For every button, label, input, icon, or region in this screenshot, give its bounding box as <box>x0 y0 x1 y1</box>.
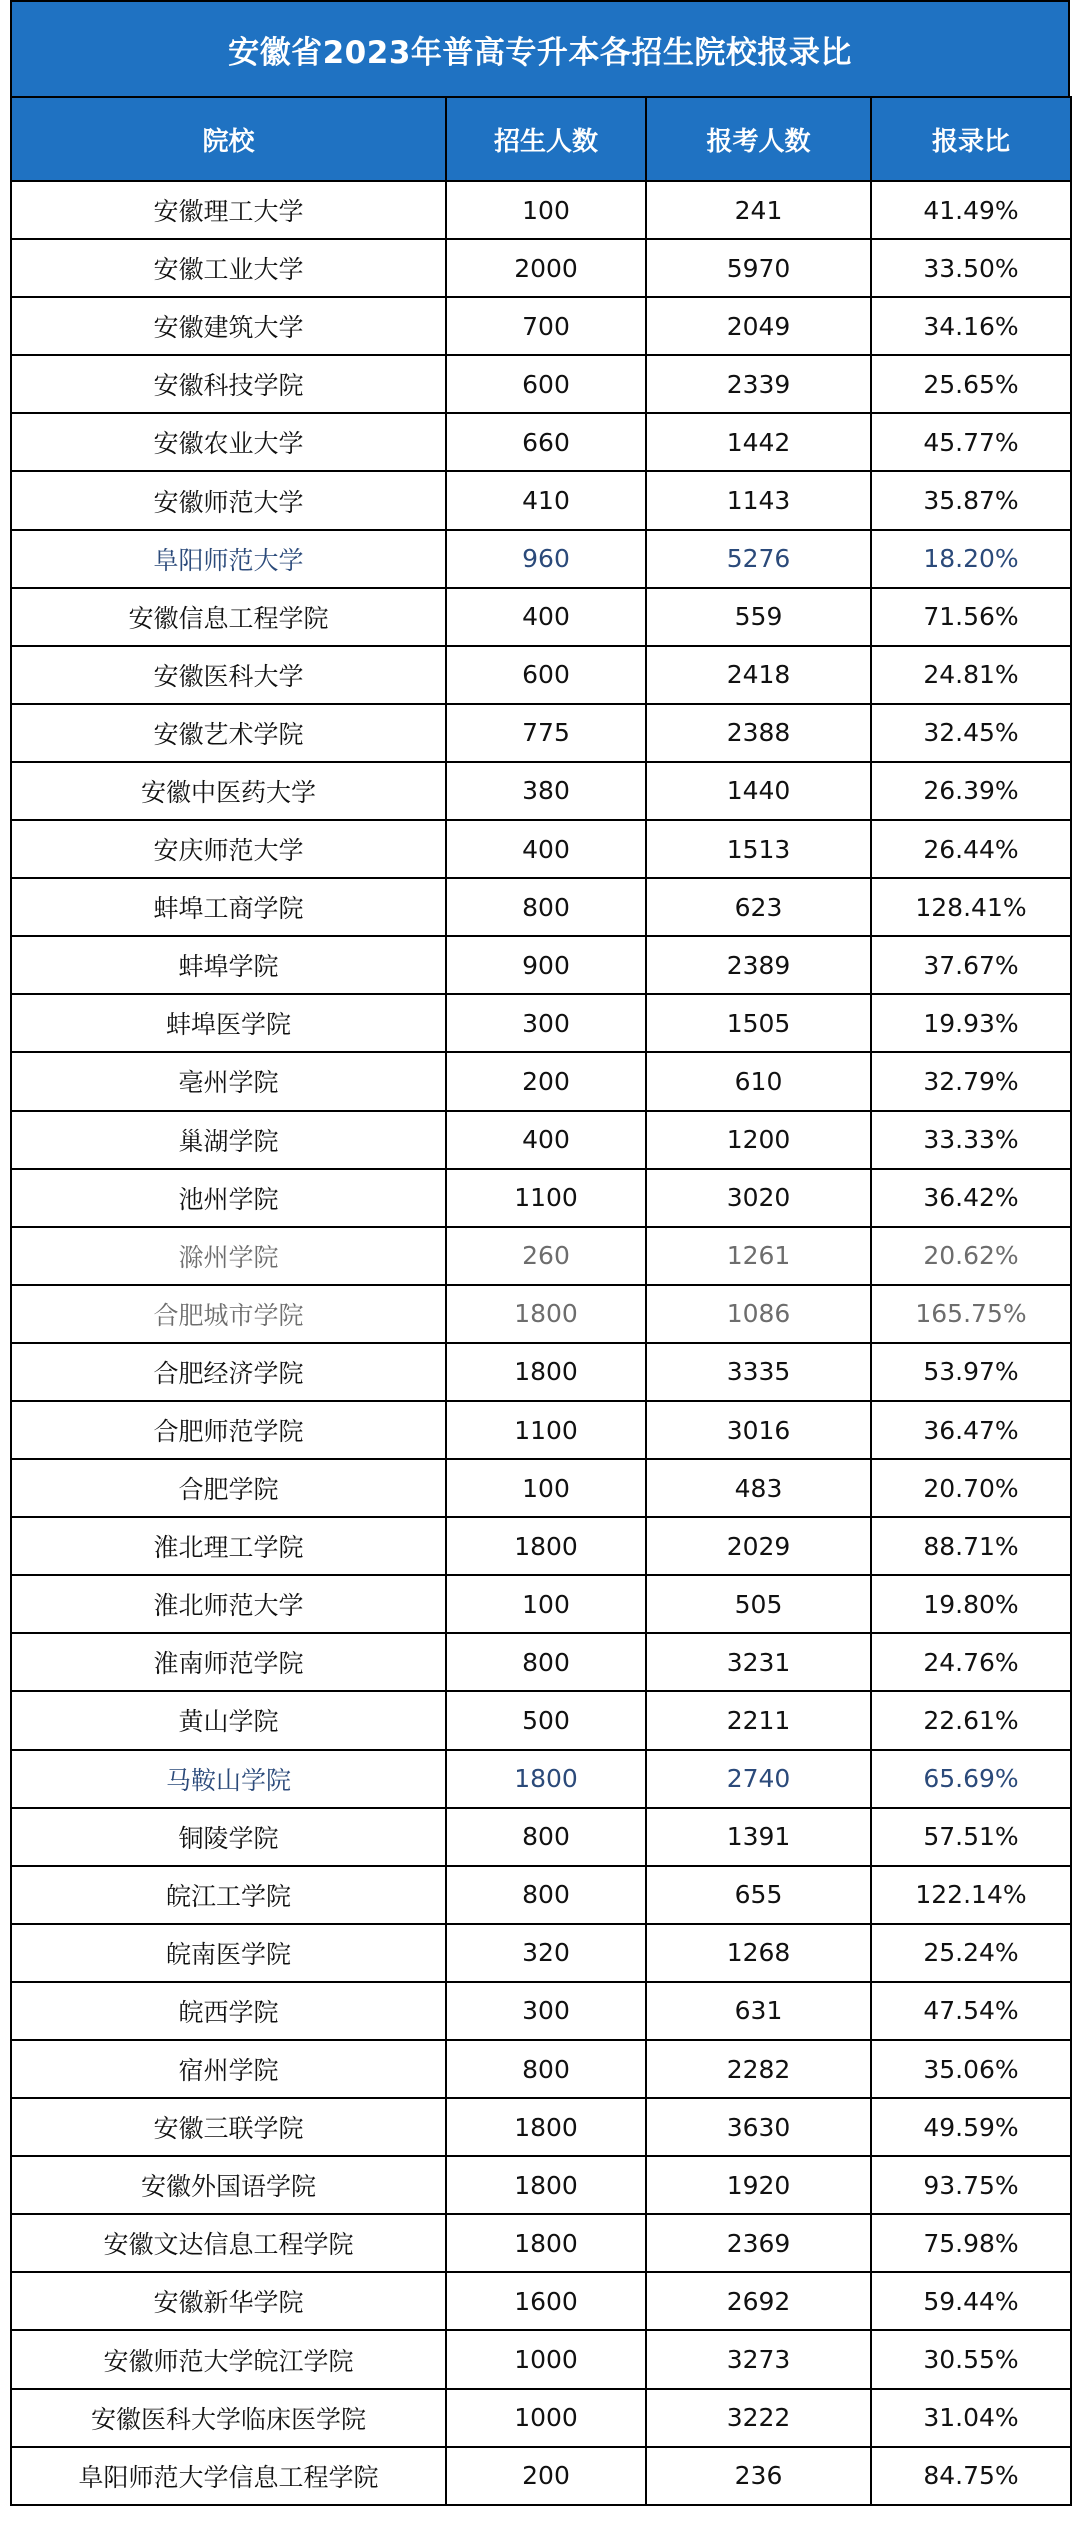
cell-ratio: 47.54% <box>871 1982 1071 2040</box>
cell-applicants: 1200 <box>646 1111 871 1169</box>
cell-ratio: 128.41% <box>871 878 1071 936</box>
table-row <box>11 2330 1071 2388</box>
cell-school: 皖江工学院 <box>11 1866 446 1924</box>
table-row <box>11 1750 1071 1808</box>
cell-school: 黄山学院 <box>11 1691 446 1749</box>
cell-applicants: 2211 <box>646 1691 871 1749</box>
table-row <box>11 471 1071 529</box>
cell-ratio: 19.80% <box>871 1575 1071 1633</box>
cell-quota: 1800 <box>446 2098 646 2156</box>
cell-applicants: 2692 <box>646 2272 871 2330</box>
cell-school: 安徽农业大学 <box>11 413 446 471</box>
cell-applicants: 655 <box>646 1866 871 1924</box>
cell-quota: 600 <box>446 646 646 704</box>
table-row <box>11 762 1071 820</box>
cell-applicants: 623 <box>646 878 871 936</box>
cell-applicants: 1143 <box>646 471 871 529</box>
cell-applicants: 610 <box>646 1052 871 1110</box>
table-header <box>11 97 1071 181</box>
cell-school: 蚌埠学院 <box>11 936 446 994</box>
cell-applicants: 2369 <box>646 2214 871 2272</box>
cell-school: 安徽医科大学临床医学院 <box>11 2389 446 2447</box>
cell-applicants: 631 <box>646 1982 871 2040</box>
cell-quota: 800 <box>446 1808 646 1866</box>
cell-ratio: 24.81% <box>871 646 1071 704</box>
cell-school: 合肥师范学院 <box>11 1401 446 1459</box>
cell-ratio: 36.47% <box>871 1401 1071 1459</box>
cell-quota: 700 <box>446 297 646 355</box>
cell-applicants: 1513 <box>646 820 871 878</box>
table-row <box>11 1227 1071 1285</box>
cell-applicants: 2418 <box>646 646 871 704</box>
cell-quota: 200 <box>446 1052 646 1110</box>
cell-quota: 1800 <box>446 1285 646 1343</box>
table-row <box>11 936 1071 994</box>
table-row <box>11 1924 1071 1982</box>
cell-quota: 400 <box>446 588 646 646</box>
table-body <box>11 181 1071 2505</box>
table-row <box>11 2040 1071 2098</box>
cell-applicants: 3630 <box>646 2098 871 2156</box>
cell-ratio: 32.45% <box>871 704 1071 762</box>
cell-school: 铜陵学院 <box>11 1808 446 1866</box>
table-row <box>11 1169 1071 1227</box>
cell-school: 安徽外国语学院 <box>11 2156 446 2214</box>
cell-ratio: 26.39% <box>871 762 1071 820</box>
table-row <box>11 181 1071 239</box>
cell-school: 阜阳师范大学 <box>11 530 446 588</box>
cell-school: 合肥学院 <box>11 1459 446 1517</box>
column-header-ratio: 报录比 <box>871 97 1071 181</box>
cell-quota: 100 <box>446 1575 646 1633</box>
table-row <box>11 2447 1071 2505</box>
cell-quota: 500 <box>446 1691 646 1749</box>
cell-ratio: 31.04% <box>871 2389 1071 2447</box>
cell-ratio: 24.76% <box>871 1633 1071 1691</box>
cell-ratio: 22.61% <box>871 1691 1071 1749</box>
cell-ratio: 18.20% <box>871 530 1071 588</box>
cell-applicants: 2339 <box>646 355 871 413</box>
cell-school: 皖南医学院 <box>11 1924 446 1982</box>
cell-applicants: 5276 <box>646 530 871 588</box>
cell-school: 皖西学院 <box>11 1982 446 2040</box>
cell-school: 合肥城市学院 <box>11 1285 446 1343</box>
table-row <box>11 2389 1071 2447</box>
cell-ratio: 30.55% <box>871 2330 1071 2388</box>
table-row <box>11 2214 1071 2272</box>
cell-ratio: 165.75% <box>871 1285 1071 1343</box>
cell-quota: 320 <box>446 1924 646 1982</box>
cell-school: 安徽科技学院 <box>11 355 446 413</box>
table-row <box>11 1343 1071 1401</box>
admission-ratio-table-container <box>10 0 1070 2506</box>
table-row <box>11 1691 1071 1749</box>
cell-ratio: 84.75% <box>871 2447 1071 2505</box>
cell-applicants: 3020 <box>646 1169 871 1227</box>
cell-applicants: 241 <box>646 181 871 239</box>
table-row <box>11 1808 1071 1866</box>
table-row <box>11 1459 1071 1517</box>
cell-applicants: 505 <box>646 1575 871 1633</box>
cell-applicants: 2388 <box>646 704 871 762</box>
cell-applicants: 1920 <box>646 2156 871 2214</box>
cell-quota: 600 <box>446 355 646 413</box>
cell-applicants: 3016 <box>646 1401 871 1459</box>
cell-quota: 1800 <box>446 1517 646 1575</box>
cell-applicants: 1086 <box>646 1285 871 1343</box>
cell-school: 合肥经济学院 <box>11 1343 446 1401</box>
table-row <box>11 2156 1071 2214</box>
cell-quota: 1000 <box>446 2330 646 2388</box>
cell-ratio: 71.56% <box>871 588 1071 646</box>
cell-quota: 960 <box>446 530 646 588</box>
cell-school: 马鞍山学院 <box>11 1750 446 1808</box>
cell-quota: 1800 <box>446 2156 646 2214</box>
table-row <box>11 588 1071 646</box>
cell-quota: 1100 <box>446 1169 646 1227</box>
table-row <box>11 1982 1071 2040</box>
cell-school: 安徽建筑大学 <box>11 297 446 355</box>
cell-ratio: 32.79% <box>871 1052 1071 1110</box>
table-row <box>11 994 1071 1052</box>
cell-quota: 800 <box>446 1633 646 1691</box>
cell-applicants: 3335 <box>646 1343 871 1401</box>
cell-school: 安徽信息工程学院 <box>11 588 446 646</box>
table-row <box>11 878 1071 936</box>
cell-school: 安徽理工大学 <box>11 181 446 239</box>
cell-quota: 380 <box>446 762 646 820</box>
cell-school: 安徽师范大学皖江学院 <box>11 2330 446 2388</box>
cell-ratio: 88.71% <box>871 1517 1071 1575</box>
column-header-quota: 招生人数 <box>446 97 646 181</box>
cell-school: 安徽新华学院 <box>11 2272 446 2330</box>
table-row <box>11 820 1071 878</box>
cell-ratio: 59.44% <box>871 2272 1071 2330</box>
cell-ratio: 20.70% <box>871 1459 1071 1517</box>
cell-quota: 1600 <box>446 2272 646 2330</box>
table-row <box>11 297 1071 355</box>
table-row <box>11 1111 1071 1169</box>
table-row <box>11 1866 1071 1924</box>
cell-school: 亳州学院 <box>11 1052 446 1110</box>
cell-ratio: 37.67% <box>871 936 1071 994</box>
cell-school: 安徽医科大学 <box>11 646 446 704</box>
cell-school: 安徽文达信息工程学院 <box>11 2214 446 2272</box>
cell-applicants: 3273 <box>646 2330 871 2388</box>
cell-school: 池州学院 <box>11 1169 446 1227</box>
cell-ratio: 35.06% <box>871 2040 1071 2098</box>
cell-quota: 200 <box>446 2447 646 2505</box>
table-row <box>11 530 1071 588</box>
cell-quota: 300 <box>446 994 646 1052</box>
cell-ratio: 57.51% <box>871 1808 1071 1866</box>
cell-applicants: 2029 <box>646 1517 871 1575</box>
cell-applicants: 1268 <box>646 1924 871 1982</box>
cell-quota: 800 <box>446 1866 646 1924</box>
cell-ratio: 33.33% <box>871 1111 1071 1169</box>
cell-school: 蚌埠医学院 <box>11 994 446 1052</box>
cell-quota: 660 <box>446 413 646 471</box>
cell-ratio: 20.62% <box>871 1227 1071 1285</box>
cell-quota: 2000 <box>446 239 646 297</box>
cell-applicants: 3222 <box>646 2389 871 2447</box>
table-row <box>11 1633 1071 1691</box>
cell-quota: 400 <box>446 1111 646 1169</box>
cell-school: 阜阳师范大学信息工程学院 <box>11 2447 446 2505</box>
cell-applicants: 1391 <box>646 1808 871 1866</box>
column-header-school: 院校 <box>11 97 446 181</box>
cell-quota: 410 <box>446 471 646 529</box>
cell-school: 安徽三联学院 <box>11 2098 446 2156</box>
cell-applicants: 2740 <box>646 1750 871 1808</box>
cell-school: 淮北理工学院 <box>11 1517 446 1575</box>
cell-school: 安徽师范大学 <box>11 471 446 529</box>
table-row <box>11 704 1071 762</box>
cell-ratio: 19.93% <box>871 994 1071 1052</box>
cell-ratio: 41.49% <box>871 181 1071 239</box>
cell-applicants: 483 <box>646 1459 871 1517</box>
cell-ratio: 122.14% <box>871 1866 1071 1924</box>
cell-school: 安庆师范大学 <box>11 820 446 878</box>
cell-school: 宿州学院 <box>11 2040 446 2098</box>
cell-quota: 300 <box>446 1982 646 2040</box>
cell-school: 巢湖学院 <box>11 1111 446 1169</box>
cell-applicants: 1261 <box>646 1227 871 1285</box>
cell-applicants: 2389 <box>646 936 871 994</box>
cell-quota: 400 <box>446 820 646 878</box>
cell-applicants: 2049 <box>646 297 871 355</box>
cell-applicants: 5970 <box>646 239 871 297</box>
cell-applicants: 2282 <box>646 2040 871 2098</box>
cell-quota: 775 <box>446 704 646 762</box>
cell-quota: 1800 <box>446 2214 646 2272</box>
table-row <box>11 1285 1071 1343</box>
cell-applicants: 3231 <box>646 1633 871 1691</box>
cell-ratio: 34.16% <box>871 297 1071 355</box>
table-row <box>11 239 1071 297</box>
table-row <box>11 413 1071 471</box>
cell-applicants: 1505 <box>646 994 871 1052</box>
cell-ratio: 45.77% <box>871 413 1071 471</box>
cell-ratio: 75.98% <box>871 2214 1071 2272</box>
cell-ratio: 36.42% <box>871 1169 1071 1227</box>
cell-ratio: 25.65% <box>871 355 1071 413</box>
table-row <box>11 1517 1071 1575</box>
cell-school: 滁州学院 <box>11 1227 446 1285</box>
cell-ratio: 49.59% <box>871 2098 1071 2156</box>
cell-quota: 100 <box>446 181 646 239</box>
cell-school: 安徽工业大学 <box>11 239 446 297</box>
header-row <box>11 97 1071 181</box>
cell-applicants: 236 <box>646 2447 871 2505</box>
cell-applicants: 1440 <box>646 762 871 820</box>
cell-quota: 800 <box>446 2040 646 2098</box>
cell-quota: 1100 <box>446 1401 646 1459</box>
table-row <box>11 1575 1071 1633</box>
table-row <box>11 2272 1071 2330</box>
cell-quota: 800 <box>446 878 646 936</box>
cell-school: 安徽艺术学院 <box>11 704 446 762</box>
cell-ratio: 93.75% <box>871 2156 1071 2214</box>
column-header-applicants: 报考人数 <box>646 97 871 181</box>
cell-quota: 100 <box>446 1459 646 1517</box>
cell-school: 安徽中医药大学 <box>11 762 446 820</box>
cell-applicants: 559 <box>646 588 871 646</box>
cell-ratio: 35.87% <box>871 471 1071 529</box>
table-title: 安徽省2023年普高专升本各招生院校报录比 <box>10 0 1070 96</box>
table-row <box>11 646 1071 704</box>
cell-ratio: 53.97% <box>871 1343 1071 1401</box>
cell-school: 淮北师范大学 <box>11 1575 446 1633</box>
cell-ratio: 33.50% <box>871 239 1071 297</box>
cell-quota: 260 <box>446 1227 646 1285</box>
cell-school: 淮南师范学院 <box>11 1633 446 1691</box>
table-row <box>11 355 1071 413</box>
cell-quota: 1000 <box>446 2389 646 2447</box>
table-row <box>11 1052 1071 1110</box>
cell-ratio: 25.24% <box>871 1924 1071 1982</box>
cell-ratio: 26.44% <box>871 820 1071 878</box>
cell-quota: 1800 <box>446 1750 646 1808</box>
cell-ratio: 65.69% <box>871 1750 1071 1808</box>
cell-quota: 1800 <box>446 1343 646 1401</box>
table-row <box>11 1401 1071 1459</box>
cell-quota: 900 <box>446 936 646 994</box>
admission-ratio-table <box>10 96 1072 2506</box>
cell-applicants: 1442 <box>646 413 871 471</box>
table-row <box>11 2098 1071 2156</box>
cell-school: 蚌埠工商学院 <box>11 878 446 936</box>
